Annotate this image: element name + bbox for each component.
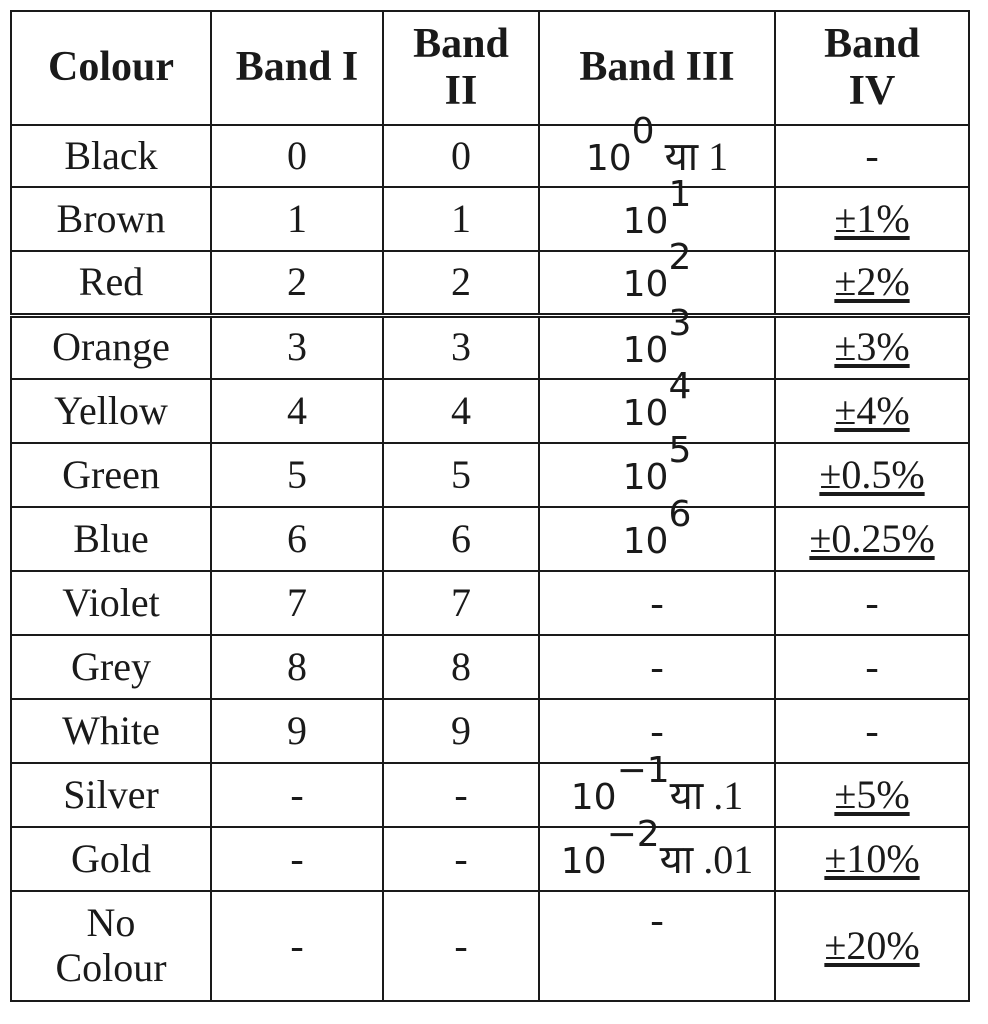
band3-cell [539, 237, 775, 315]
band2-cell: - [383, 763, 539, 827]
multiplier-alt: या 1 [654, 134, 729, 180]
multiplier-exponent: −2 [606, 814, 660, 856]
multiplier-exponent: 3 [668, 302, 692, 344]
multiplier-exponent: 4 [668, 366, 692, 408]
multiplier-alt: या .1 [669, 773, 744, 819]
band2-cell: 0 [383, 125, 539, 187]
header-band-2: Band II [383, 11, 539, 125]
colour-cell: Grey [11, 635, 211, 699]
table-row [11, 187, 969, 251]
band1-cell: - [211, 891, 383, 1001]
resistor-colour-code-table [10, 10, 970, 1002]
multiplier-exponent: 1 [668, 174, 692, 216]
table-body [11, 111, 969, 1001]
multiplier-base: 10 [570, 777, 617, 819]
multiplier-exponent: 5 [668, 430, 692, 472]
band3-cell: - [539, 699, 775, 763]
band1-cell: 9 [211, 699, 383, 763]
table-row [11, 507, 969, 571]
table-row [11, 251, 969, 315]
multiplier-base: 10 [585, 138, 632, 180]
table-row [11, 443, 969, 507]
table-row [11, 379, 969, 443]
table-row [11, 827, 969, 891]
band3-cell: - [539, 571, 775, 635]
band4-cell: ±0.5% [775, 443, 969, 507]
band2-cell: - [383, 827, 539, 891]
colour-cell: No Colour [11, 891, 211, 1001]
colour-cell: Brown [11, 187, 211, 251]
header-row [11, 11, 969, 125]
header-band-3: Band III [539, 11, 775, 125]
colour-cell: Black [11, 125, 211, 187]
header-band-1: Band I [211, 11, 383, 125]
band1-cell: 6 [211, 507, 383, 571]
band2-cell: 1 [383, 187, 539, 251]
header-band-4: Band IV [775, 11, 969, 125]
band4-cell: ±0.25% [775, 507, 969, 571]
header-colour: Colour [11, 11, 211, 125]
band4-cell: ±3% [775, 315, 969, 379]
band4-cell: ±1% [775, 187, 969, 251]
multiplier-base: 10 [622, 457, 669, 499]
band4-cell: ±10% [775, 827, 969, 891]
multiplier-base: 10 [560, 841, 607, 883]
band2-cell: 4 [383, 379, 539, 443]
band3-cell [539, 430, 775, 507]
multiplier-alt: या .01 [659, 837, 754, 883]
colour-cell: Red [11, 251, 211, 315]
band3-cell [539, 814, 775, 891]
multiplier-base: 10 [622, 201, 669, 243]
band3-cell [539, 302, 775, 379]
colour-cell: Blue [11, 507, 211, 571]
colour-cell: Silver [11, 763, 211, 827]
multiplier-exponent: 6 [668, 494, 692, 536]
band4-cell: - [775, 635, 969, 699]
band1-cell: 3 [211, 315, 383, 379]
band4-cell: - [775, 571, 969, 635]
table-row [11, 699, 969, 763]
multiplier-exponent: −1 [616, 750, 670, 792]
band3-cell [539, 111, 775, 187]
band4-cell: - [775, 125, 969, 187]
band2-cell: 3 [383, 315, 539, 379]
colour-cell: White [11, 699, 211, 763]
band2-cell: - [383, 891, 539, 1001]
band3-cell [539, 174, 775, 251]
band1-cell: 0 [211, 125, 383, 187]
band4-cell: - [775, 699, 969, 763]
band2-cell: 8 [383, 635, 539, 699]
band3-cell: - [539, 891, 775, 1001]
band4-cell: ±4% [775, 379, 969, 443]
table-row [11, 571, 969, 635]
colour-cell: Violet [11, 571, 211, 635]
multiplier-base: 10 [622, 329, 669, 371]
band2-cell: 6 [383, 507, 539, 571]
band2-cell: 5 [383, 443, 539, 507]
colour-cell: Orange [11, 315, 211, 379]
band4-cell: ±5% [775, 763, 969, 827]
band2-cell: 2 [383, 251, 539, 315]
colour-cell: Yellow [11, 379, 211, 443]
band1-cell: 7 [211, 571, 383, 635]
table-row [11, 125, 969, 187]
multiplier-exponent: 2 [668, 237, 692, 279]
band4-cell: ±20% [775, 891, 969, 1001]
band3-cell [539, 494, 775, 571]
band3-cell [539, 366, 775, 443]
multiplier-base: 10 [622, 264, 669, 306]
band1-cell: - [211, 763, 383, 827]
table-row [11, 635, 969, 699]
multiplier-base: 10 [622, 521, 669, 563]
band1-cell: 5 [211, 443, 383, 507]
band1-cell: 1 [211, 187, 383, 251]
table-row [11, 891, 969, 1001]
band4-cell: ±2% [775, 251, 969, 315]
band1-cell: 8 [211, 635, 383, 699]
band2-cell: 9 [383, 699, 539, 763]
band1-cell: 2 [211, 251, 383, 315]
table-row [11, 315, 969, 379]
colour-cell: Gold [11, 827, 211, 891]
multiplier-exponent: 0 [631, 111, 655, 153]
table-row [11, 763, 969, 827]
band1-cell: 4 [211, 379, 383, 443]
band2-cell: 7 [383, 571, 539, 635]
multiplier-base: 10 [622, 393, 669, 435]
band1-cell: - [211, 827, 383, 891]
band3-cell: - [539, 635, 775, 699]
colour-cell: Green [11, 443, 211, 507]
